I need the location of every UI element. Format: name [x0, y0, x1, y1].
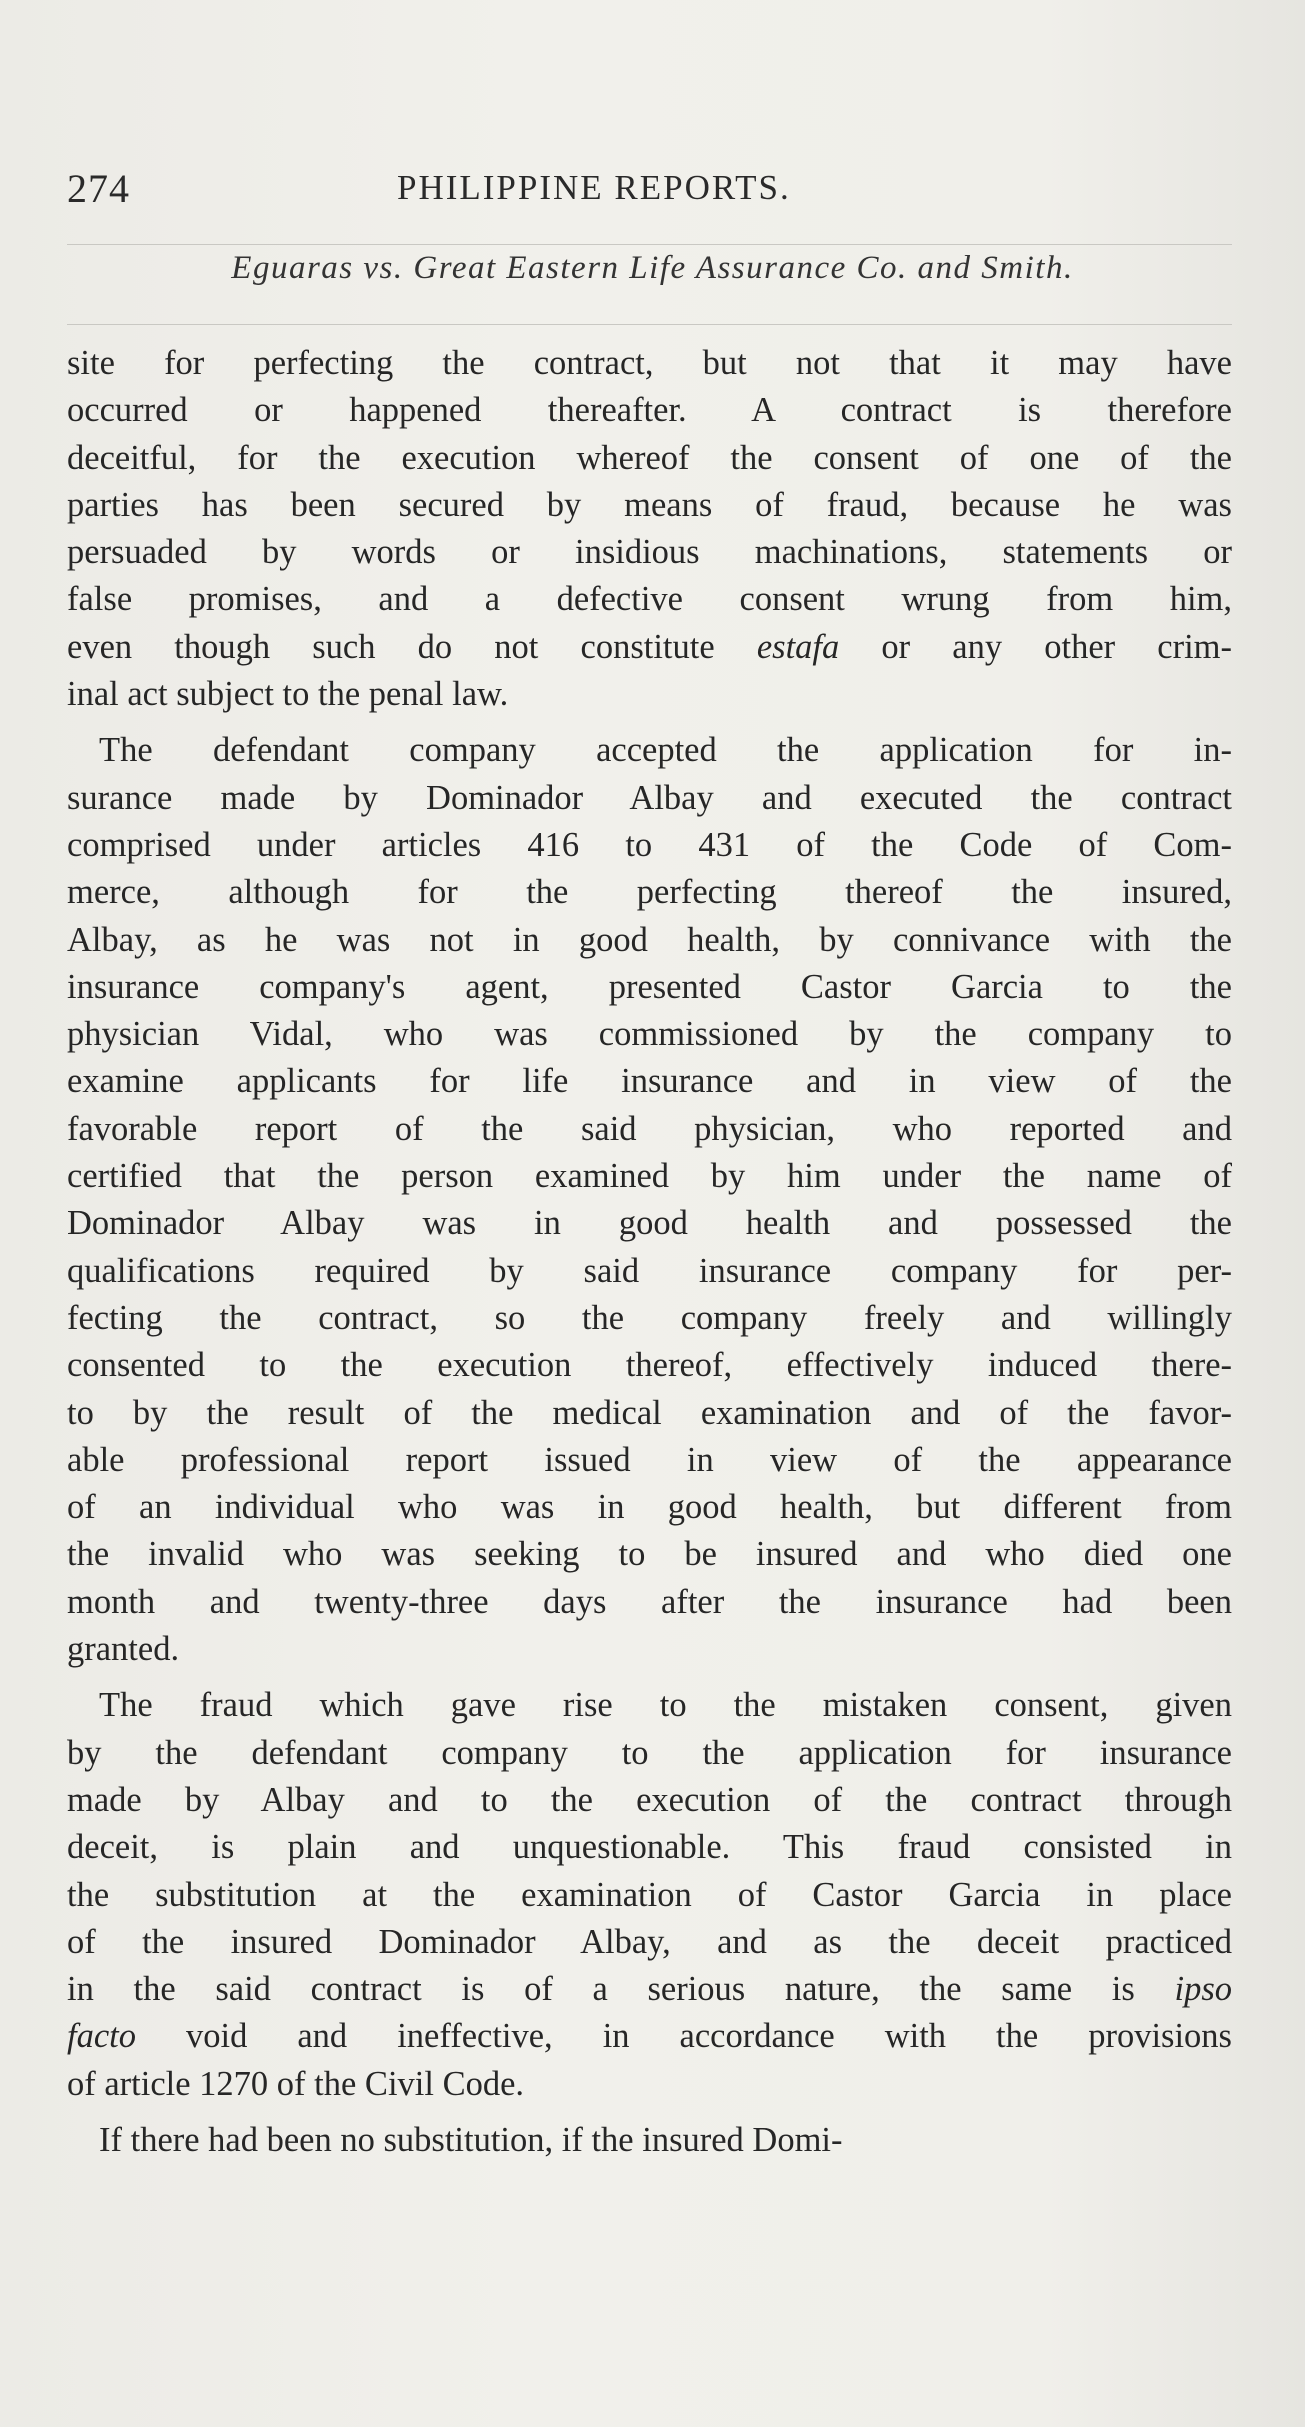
body-text	[67, 340, 1232, 2164]
text-line: Dominador Albay was in good health and possessed the	[67, 1204, 1232, 1243]
text-line: false promises, and a defective consent wrung from him,	[67, 580, 1232, 619]
text-line: merce, although for the perfecting thereof the insured,	[67, 873, 1232, 912]
text-line: deceit, is plain and unquestionable. This fraud consisted in	[67, 1828, 1232, 1867]
text-line: site for perfecting the contract, but not that it may have	[67, 344, 1232, 382]
text-line: comprised under articles 416 to 431 of the Code of Com-	[67, 825, 1232, 864]
text-line: The fraud which gave rise to the mistaken consent, given	[99, 1686, 1232, 1725]
paragraph	[67, 2117, 1232, 2164]
page-header	[67, 165, 1232, 225]
text-line	[67, 2013, 1232, 2060]
text-line: favorable report of the said physician, who reported and	[67, 1109, 1232, 1148]
text-line: the substitution at the examination of Castor Garcia in place	[67, 1875, 1232, 1914]
text-line: parties has been secured by means of fraud, because he was	[67, 485, 1232, 524]
text-line	[67, 1966, 1232, 2013]
text-line: certified that the person examined by him under the name of	[67, 1157, 1232, 1196]
case-title-rule	[67, 324, 1232, 325]
page-number: 274	[67, 166, 130, 211]
text-line: insurance company's agent, presented Castor Garcia to the	[67, 967, 1232, 1006]
text-line: examine applicants for life insurance and in view of the	[67, 1062, 1232, 1101]
text-line: Albay, as he was not in good health, by connivance with the	[67, 920, 1232, 959]
text-line: granted.	[67, 1630, 180, 1669]
text-run: void and ineffective, in accordance with the provisions	[135, 2017, 1232, 2056]
text-line	[67, 624, 1232, 671]
text-line: by the defendant company to the application for insurance	[67, 1733, 1232, 1772]
text-line: of article 1270 of the Civil Code.	[67, 2064, 525, 2103]
header-rule	[67, 244, 1232, 245]
text-line: deceitful, for the execution whereof the consent of one of the	[67, 438, 1232, 477]
text-line: If there had been no substitution, if the insured Domi-	[99, 2120, 843, 2159]
text-line: surance made by Dominador Albay and executed the contract	[67, 778, 1232, 817]
text-line: inal act subject to the penal law.	[67, 675, 509, 714]
text-line: The defendant company accepted the application for in-	[99, 731, 1232, 770]
text-line: physician Vidal, who was commissioned by the company to	[67, 1015, 1232, 1054]
text-run: or any other crim-	[839, 627, 1232, 666]
paragraph	[67, 727, 1232, 1673]
text-line: qualifications required by said insurance company for per-	[67, 1251, 1232, 1290]
text-run: in the said contract is of a serious nature, the same is	[67, 1970, 1175, 2009]
text-line: to by the result of the medical examination and of the favor-	[67, 1393, 1232, 1432]
italic-term: ipso	[1174, 1970, 1232, 2009]
paragraph	[67, 340, 1232, 718]
text-line: of an individual who was in good health, but different from	[67, 1488, 1232, 1527]
text-line: the invalid who was seeking to be insured and who died one	[67, 1535, 1232, 1574]
text-line: month and twenty-three days after the insurance had been	[67, 1582, 1232, 1621]
running-title: PHILIPPINE REPORTS.	[397, 168, 791, 207]
text-line: made by Albay and to the execution of the contract through	[67, 1780, 1232, 1819]
text-line: persuaded by words or insidious machinations, statements or	[67, 533, 1232, 572]
text-run: even though such do not constitute	[67, 627, 757, 666]
case-title: Eguaras vs. Great Eastern Life Assurance Co. and Smith.	[231, 250, 1074, 286]
italic-term: facto	[67, 2017, 136, 2056]
text-line: fecting the contract, so the company freely and willingly	[67, 1298, 1232, 1337]
text-line: of the insured Dominador Albay, and as the deceit practiced	[67, 1922, 1232, 1961]
paragraph	[67, 1682, 1232, 2108]
italic-term: estafa	[756, 627, 840, 666]
text-line: able professional report issued in view of the appearance	[67, 1440, 1232, 1479]
text-line: occurred or happened thereafter. A contract is therefore	[67, 391, 1232, 430]
text-line: consented to the execution thereof, effectively induced there-	[67, 1346, 1232, 1385]
